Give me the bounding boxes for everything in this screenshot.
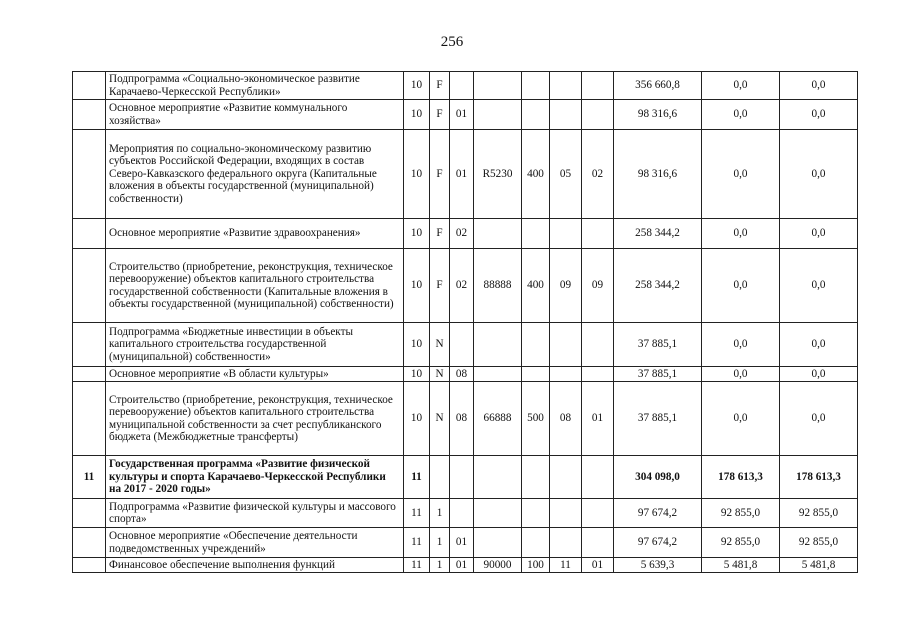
- subprogram-code-cell: F: [430, 100, 450, 130]
- direction-code-cell: 66888: [474, 382, 522, 456]
- amount-year2-cell: 0,0: [702, 323, 780, 367]
- expense-type-cell: [522, 72, 550, 100]
- activity-code-cell: 01: [450, 130, 474, 219]
- section-code-cell: [550, 499, 582, 528]
- item-name-cell: Финансовое обеспечение выполнения функций: [106, 558, 404, 573]
- item-name-cell: Мероприятия по социально-экономическому развитию субъектов Российской Федерации, входящих в состав Северо-Кавказского федерального округа (Капитальные вложения в объекты государственной (муниципальной) собственности): [106, 130, 404, 219]
- subsection-code-cell: [582, 367, 614, 382]
- subprogram-code-cell: 1: [430, 499, 450, 528]
- activity-code-cell: 02: [450, 249, 474, 323]
- amount-year2-cell: 0,0: [702, 382, 780, 456]
- amount-year2-cell: 0,0: [702, 219, 780, 249]
- subprogram-code-cell: N: [430, 323, 450, 367]
- activity-code-cell: 01: [450, 100, 474, 130]
- row-number-cell: [73, 323, 106, 367]
- amount-year3-cell: 0,0: [780, 323, 858, 367]
- activity-code-cell: [450, 323, 474, 367]
- amount-year2-cell: 92 855,0: [702, 499, 780, 528]
- expense-type-cell: 400: [522, 130, 550, 219]
- table-row: [73, 130, 858, 219]
- program-code-cell: 10: [404, 219, 430, 249]
- amount-year1-cell: 98 316,6: [614, 130, 702, 219]
- item-name-cell: Основное мероприятие «Развитие здравоохранения»: [106, 219, 404, 249]
- amount-year3-cell: 0,0: [780, 249, 858, 323]
- expense-type-cell: 100: [522, 558, 550, 573]
- table-row: [73, 249, 858, 323]
- direction-code-cell: 88888: [474, 249, 522, 323]
- item-name-cell: Строительство (приобретение, реконструкция, техническое перевооружение) объектов капитального строительства муниципальной собственности за счет республиканского бюджета (Межбюджетные трансферты): [106, 382, 404, 456]
- amount-year3-cell: 0,0: [780, 100, 858, 130]
- table-row: [73, 367, 858, 382]
- expense-type-cell: [522, 367, 550, 382]
- expense-type-cell: [522, 456, 550, 499]
- item-name-cell: Государственная программа «Развитие физической культуры и спорта Карачаево-Черкесской Республики на 2017 - 2020 годы»: [106, 456, 404, 499]
- budget-table: [72, 71, 858, 573]
- table-body: [73, 72, 858, 573]
- table-row: [73, 382, 858, 456]
- program-code-cell: 10: [404, 323, 430, 367]
- subprogram-code-cell: F: [430, 72, 450, 100]
- subprogram-code-cell: F: [430, 249, 450, 323]
- table-row: [73, 219, 858, 249]
- amount-year2-cell: 0,0: [702, 367, 780, 382]
- subprogram-code-cell: F: [430, 130, 450, 219]
- row-number-cell: [73, 367, 106, 382]
- amount-year1-cell: 37 885,1: [614, 367, 702, 382]
- direction-code-cell: [474, 72, 522, 100]
- table-row: [73, 323, 858, 367]
- direction-code-cell: [474, 528, 522, 558]
- row-number-cell: 11: [73, 456, 106, 499]
- subprogram-code-cell: 1: [430, 558, 450, 573]
- amount-year3-cell: 178 613,3: [780, 456, 858, 499]
- row-number-cell: [73, 72, 106, 100]
- direction-code-cell: [474, 323, 522, 367]
- activity-code-cell: 02: [450, 219, 474, 249]
- direction-code-cell: 90000: [474, 558, 522, 573]
- activity-code-cell: [450, 499, 474, 528]
- section-code-cell: [550, 456, 582, 499]
- expense-type-cell: [522, 528, 550, 558]
- direction-code-cell: [474, 456, 522, 499]
- amount-year1-cell: 5 639,3: [614, 558, 702, 573]
- subsection-code-cell: 02: [582, 130, 614, 219]
- subsection-code-cell: 01: [582, 558, 614, 573]
- activity-code-cell: 08: [450, 382, 474, 456]
- subprogram-code-cell: 1: [430, 528, 450, 558]
- program-code-cell: 10: [404, 249, 430, 323]
- row-number-cell: [73, 382, 106, 456]
- item-name-cell: Подпрограмма «Развитие физической культуры и массового спорта»: [106, 499, 404, 528]
- amount-year2-cell: 5 481,8: [702, 558, 780, 573]
- section-code-cell: [550, 100, 582, 130]
- section-code-cell: 08: [550, 382, 582, 456]
- subsection-code-cell: 01: [582, 382, 614, 456]
- amount-year3-cell: 92 855,0: [780, 528, 858, 558]
- subprogram-code-cell: [430, 456, 450, 499]
- amount-year3-cell: 0,0: [780, 367, 858, 382]
- direction-code-cell: [474, 219, 522, 249]
- amount-year3-cell: 0,0: [780, 72, 858, 100]
- expense-type-cell: [522, 323, 550, 367]
- table-row: [73, 72, 858, 100]
- subprogram-code-cell: N: [430, 367, 450, 382]
- row-number-cell: [73, 130, 106, 219]
- program-code-cell: 11: [404, 499, 430, 528]
- activity-code-cell: [450, 456, 474, 499]
- amount-year1-cell: 258 344,2: [614, 219, 702, 249]
- amount-year2-cell: 0,0: [702, 72, 780, 100]
- section-code-cell: [550, 219, 582, 249]
- amount-year1-cell: 98 316,6: [614, 100, 702, 130]
- program-code-cell: 11: [404, 558, 430, 573]
- amount-year1-cell: 258 344,2: [614, 249, 702, 323]
- item-name-cell: Основное мероприятие «Развитие коммунального хозяйства»: [106, 100, 404, 130]
- program-code-cell: 11: [404, 456, 430, 499]
- direction-code-cell: [474, 100, 522, 130]
- section-code-cell: 09: [550, 249, 582, 323]
- section-code-cell: [550, 528, 582, 558]
- subsection-code-cell: [582, 456, 614, 499]
- program-code-cell: 10: [404, 382, 430, 456]
- amount-year2-cell: 0,0: [702, 249, 780, 323]
- subsection-code-cell: [582, 499, 614, 528]
- item-name-cell: Основное мероприятие «В области культуры»: [106, 367, 404, 382]
- amount-year1-cell: 97 674,2: [614, 528, 702, 558]
- item-name-cell: Основное мероприятие «Обеспечение деятельности подведомственных учреждений»: [106, 528, 404, 558]
- expense-type-cell: [522, 100, 550, 130]
- table-row: [73, 558, 858, 573]
- program-code-cell: 11: [404, 528, 430, 558]
- section-code-cell: 05: [550, 130, 582, 219]
- table-row: [73, 499, 858, 528]
- activity-code-cell: 08: [450, 367, 474, 382]
- item-name-cell: Подпрограмма «Социально-экономическое развитие Карачаево-Черкесской Республики»: [106, 72, 404, 100]
- item-name-cell: Подпрограмма «Бюджетные инвестиции в объекты капитального строительства государственной (муниципальной) собственности»: [106, 323, 404, 367]
- section-code-cell: [550, 72, 582, 100]
- subsection-code-cell: [582, 219, 614, 249]
- section-code-cell: 11: [550, 558, 582, 573]
- program-code-cell: 10: [404, 130, 430, 219]
- amount-year1-cell: 356 660,8: [614, 72, 702, 100]
- activity-code-cell: [450, 72, 474, 100]
- amount-year2-cell: 0,0: [702, 100, 780, 130]
- subprogram-code-cell: F: [430, 219, 450, 249]
- program-code-cell: 10: [404, 72, 430, 100]
- direction-code-cell: [474, 499, 522, 528]
- subsection-code-cell: [582, 528, 614, 558]
- subsection-code-cell: [582, 100, 614, 130]
- expense-type-cell: 400: [522, 249, 550, 323]
- amount-year1-cell: 37 885,1: [614, 323, 702, 367]
- item-name-cell: Строительство (приобретение, реконструкция, техническое перевооружение) объектов капитального строительства государственной собственности (Капитальные вложения в объекты государственной (муниципальной) собственности): [106, 249, 404, 323]
- row-number-cell: [73, 100, 106, 130]
- amount-year3-cell: 5 481,8: [780, 558, 858, 573]
- amount-year1-cell: 37 885,1: [614, 382, 702, 456]
- row-number-cell: [73, 499, 106, 528]
- amount-year1-cell: 97 674,2: [614, 499, 702, 528]
- amount-year1-cell: 304 098,0: [614, 456, 702, 499]
- subsection-code-cell: [582, 72, 614, 100]
- expense-type-cell: [522, 219, 550, 249]
- row-number-cell: [73, 249, 106, 323]
- section-code-cell: [550, 367, 582, 382]
- row-number-cell: [73, 558, 106, 573]
- direction-code-cell: [474, 367, 522, 382]
- row-number-cell: [73, 528, 106, 558]
- expense-type-cell: 500: [522, 382, 550, 456]
- table-row: [73, 100, 858, 130]
- table-row: [73, 528, 858, 558]
- subsection-code-cell: [582, 323, 614, 367]
- amount-year2-cell: 0,0: [702, 130, 780, 219]
- amount-year2-cell: 92 855,0: [702, 528, 780, 558]
- activity-code-cell: 01: [450, 558, 474, 573]
- program-code-cell: 10: [404, 367, 430, 382]
- program-code-cell: 10: [404, 100, 430, 130]
- section-code-cell: [550, 323, 582, 367]
- amount-year3-cell: 92 855,0: [780, 499, 858, 528]
- row-number-cell: [73, 219, 106, 249]
- page-number: 256: [440, 34, 464, 50]
- subsection-code-cell: 09: [582, 249, 614, 323]
- subprogram-code-cell: N: [430, 382, 450, 456]
- amount-year3-cell: 0,0: [780, 130, 858, 219]
- activity-code-cell: 01: [450, 528, 474, 558]
- expense-type-cell: [522, 499, 550, 528]
- table-row: [73, 456, 858, 499]
- amount-year3-cell: 0,0: [780, 382, 858, 456]
- amount-year2-cell: 178 613,3: [702, 456, 780, 499]
- direction-code-cell: R5230: [474, 130, 522, 219]
- amount-year3-cell: 0,0: [780, 219, 858, 249]
